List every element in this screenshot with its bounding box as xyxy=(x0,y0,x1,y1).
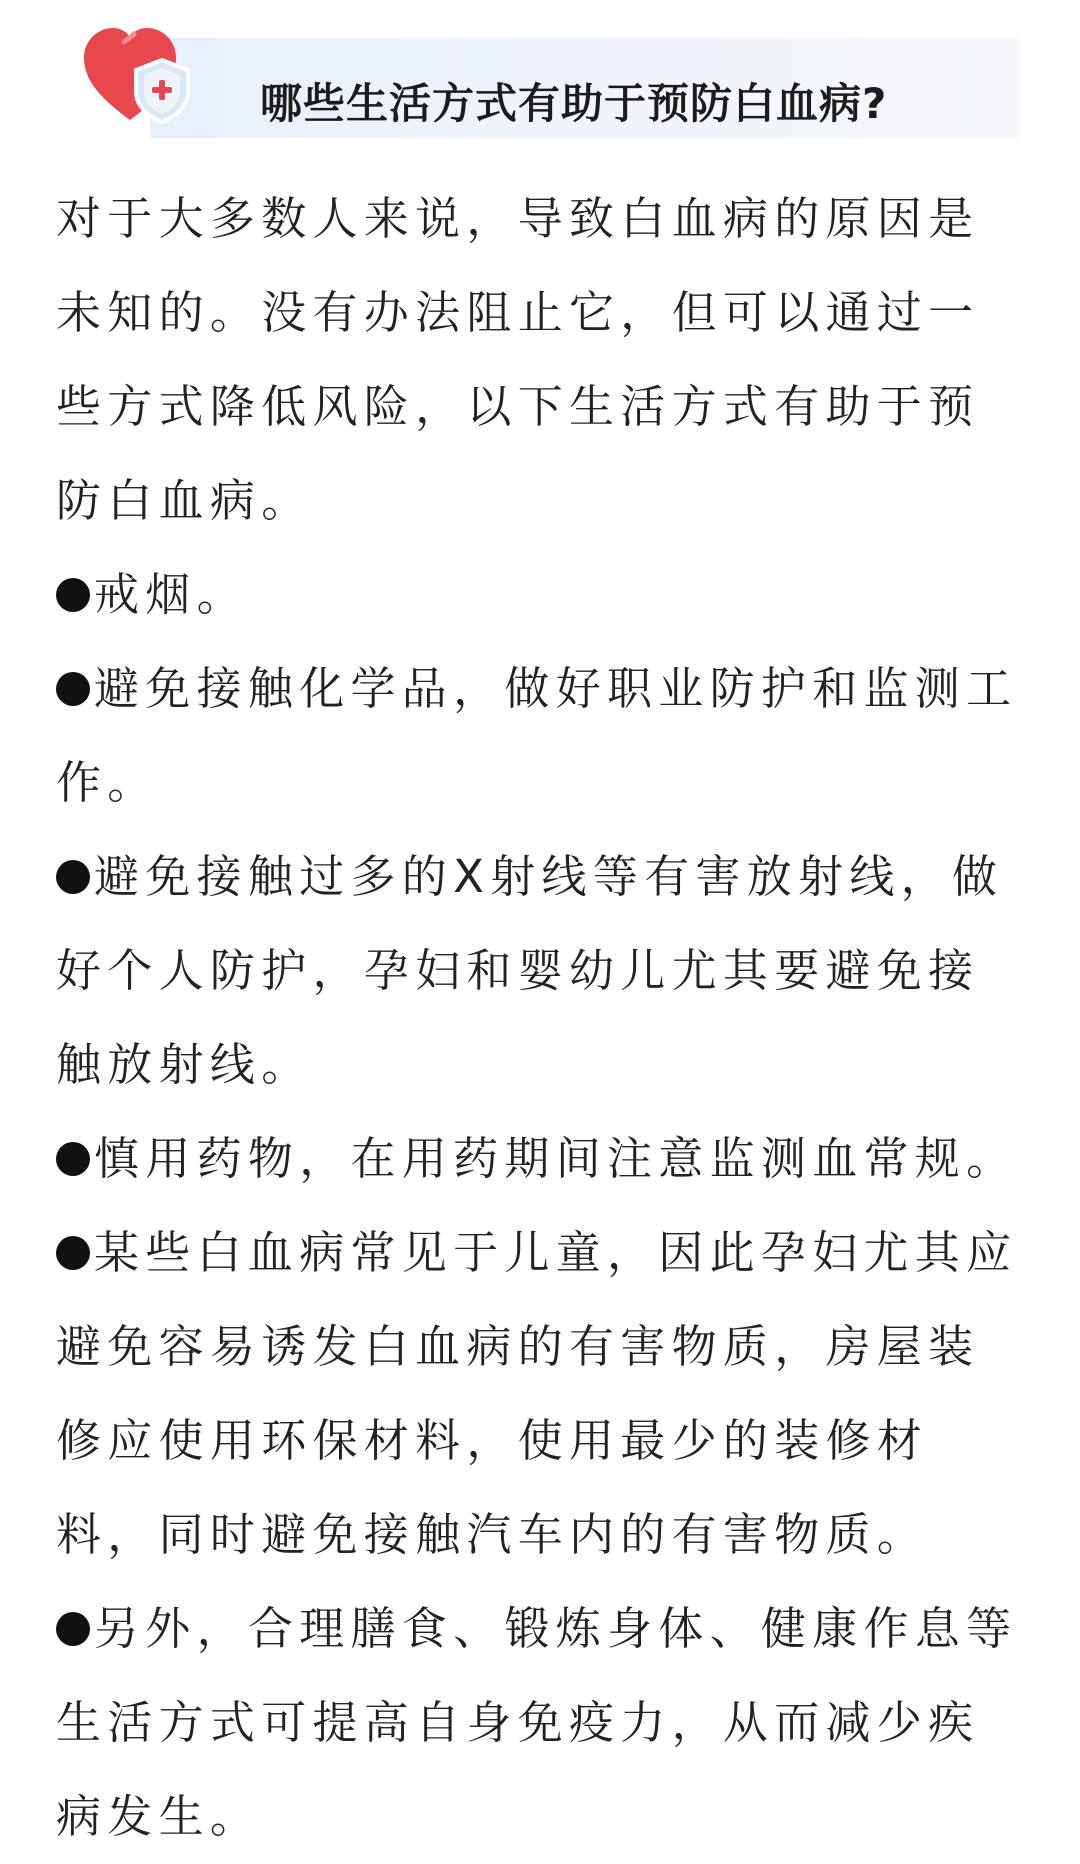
list-item xyxy=(56,548,1030,642)
bullet-dot xyxy=(56,860,90,894)
list-item-text: 戒烟。 xyxy=(94,568,248,621)
list-item xyxy=(56,642,1030,830)
list-item-text: 避免接触化学品，做好职业防护和监测工作。 xyxy=(56,662,1018,809)
list-item xyxy=(56,1206,1030,1582)
article-header xyxy=(80,22,1030,142)
page-title: 哪些生活方式有助于预防白血病? xyxy=(260,79,888,128)
list-item xyxy=(56,1582,1030,1864)
list-item xyxy=(56,1112,1030,1206)
bullet-dot xyxy=(56,672,90,706)
list-item-text: 某些白血病常见于儿童，因此孕妇尤其应避免容易诱发白血病的有害物质，房屋装修应使用环保材料，使用最少的装修材料，同时避免接触汽车内的有害物质。 xyxy=(56,1226,1018,1561)
intro-text: 对于大多数人来说，导致白血病的原因是未知的。没有办法阻止它，但可以通过一些方式降低风险，以下生活方式有助于预防白血病。 xyxy=(56,192,980,527)
list-item xyxy=(56,830,1030,1112)
list-item-text: 慎用药物，在用药期间注意监测血常规。 xyxy=(94,1132,1018,1185)
bullet-dot xyxy=(56,1236,90,1270)
list-item-text: 另外，合理膳食、锻炼身体、健康作息等生活方式可提高自身免疫力，从而减少疾病发生。 xyxy=(56,1602,1018,1843)
heart-shield-icon xyxy=(80,22,200,132)
intro-paragraph xyxy=(56,172,1030,548)
article-body xyxy=(56,172,1030,1864)
list-item-text: 避免接触过多的X射线等有害放射线，做好个人防护，孕妇和婴幼儿尤其要避免接触放射线。 xyxy=(56,850,1004,1091)
bullet-dot xyxy=(56,1142,90,1176)
bullet-dot xyxy=(56,1612,90,1646)
bullet-dot xyxy=(56,578,90,612)
